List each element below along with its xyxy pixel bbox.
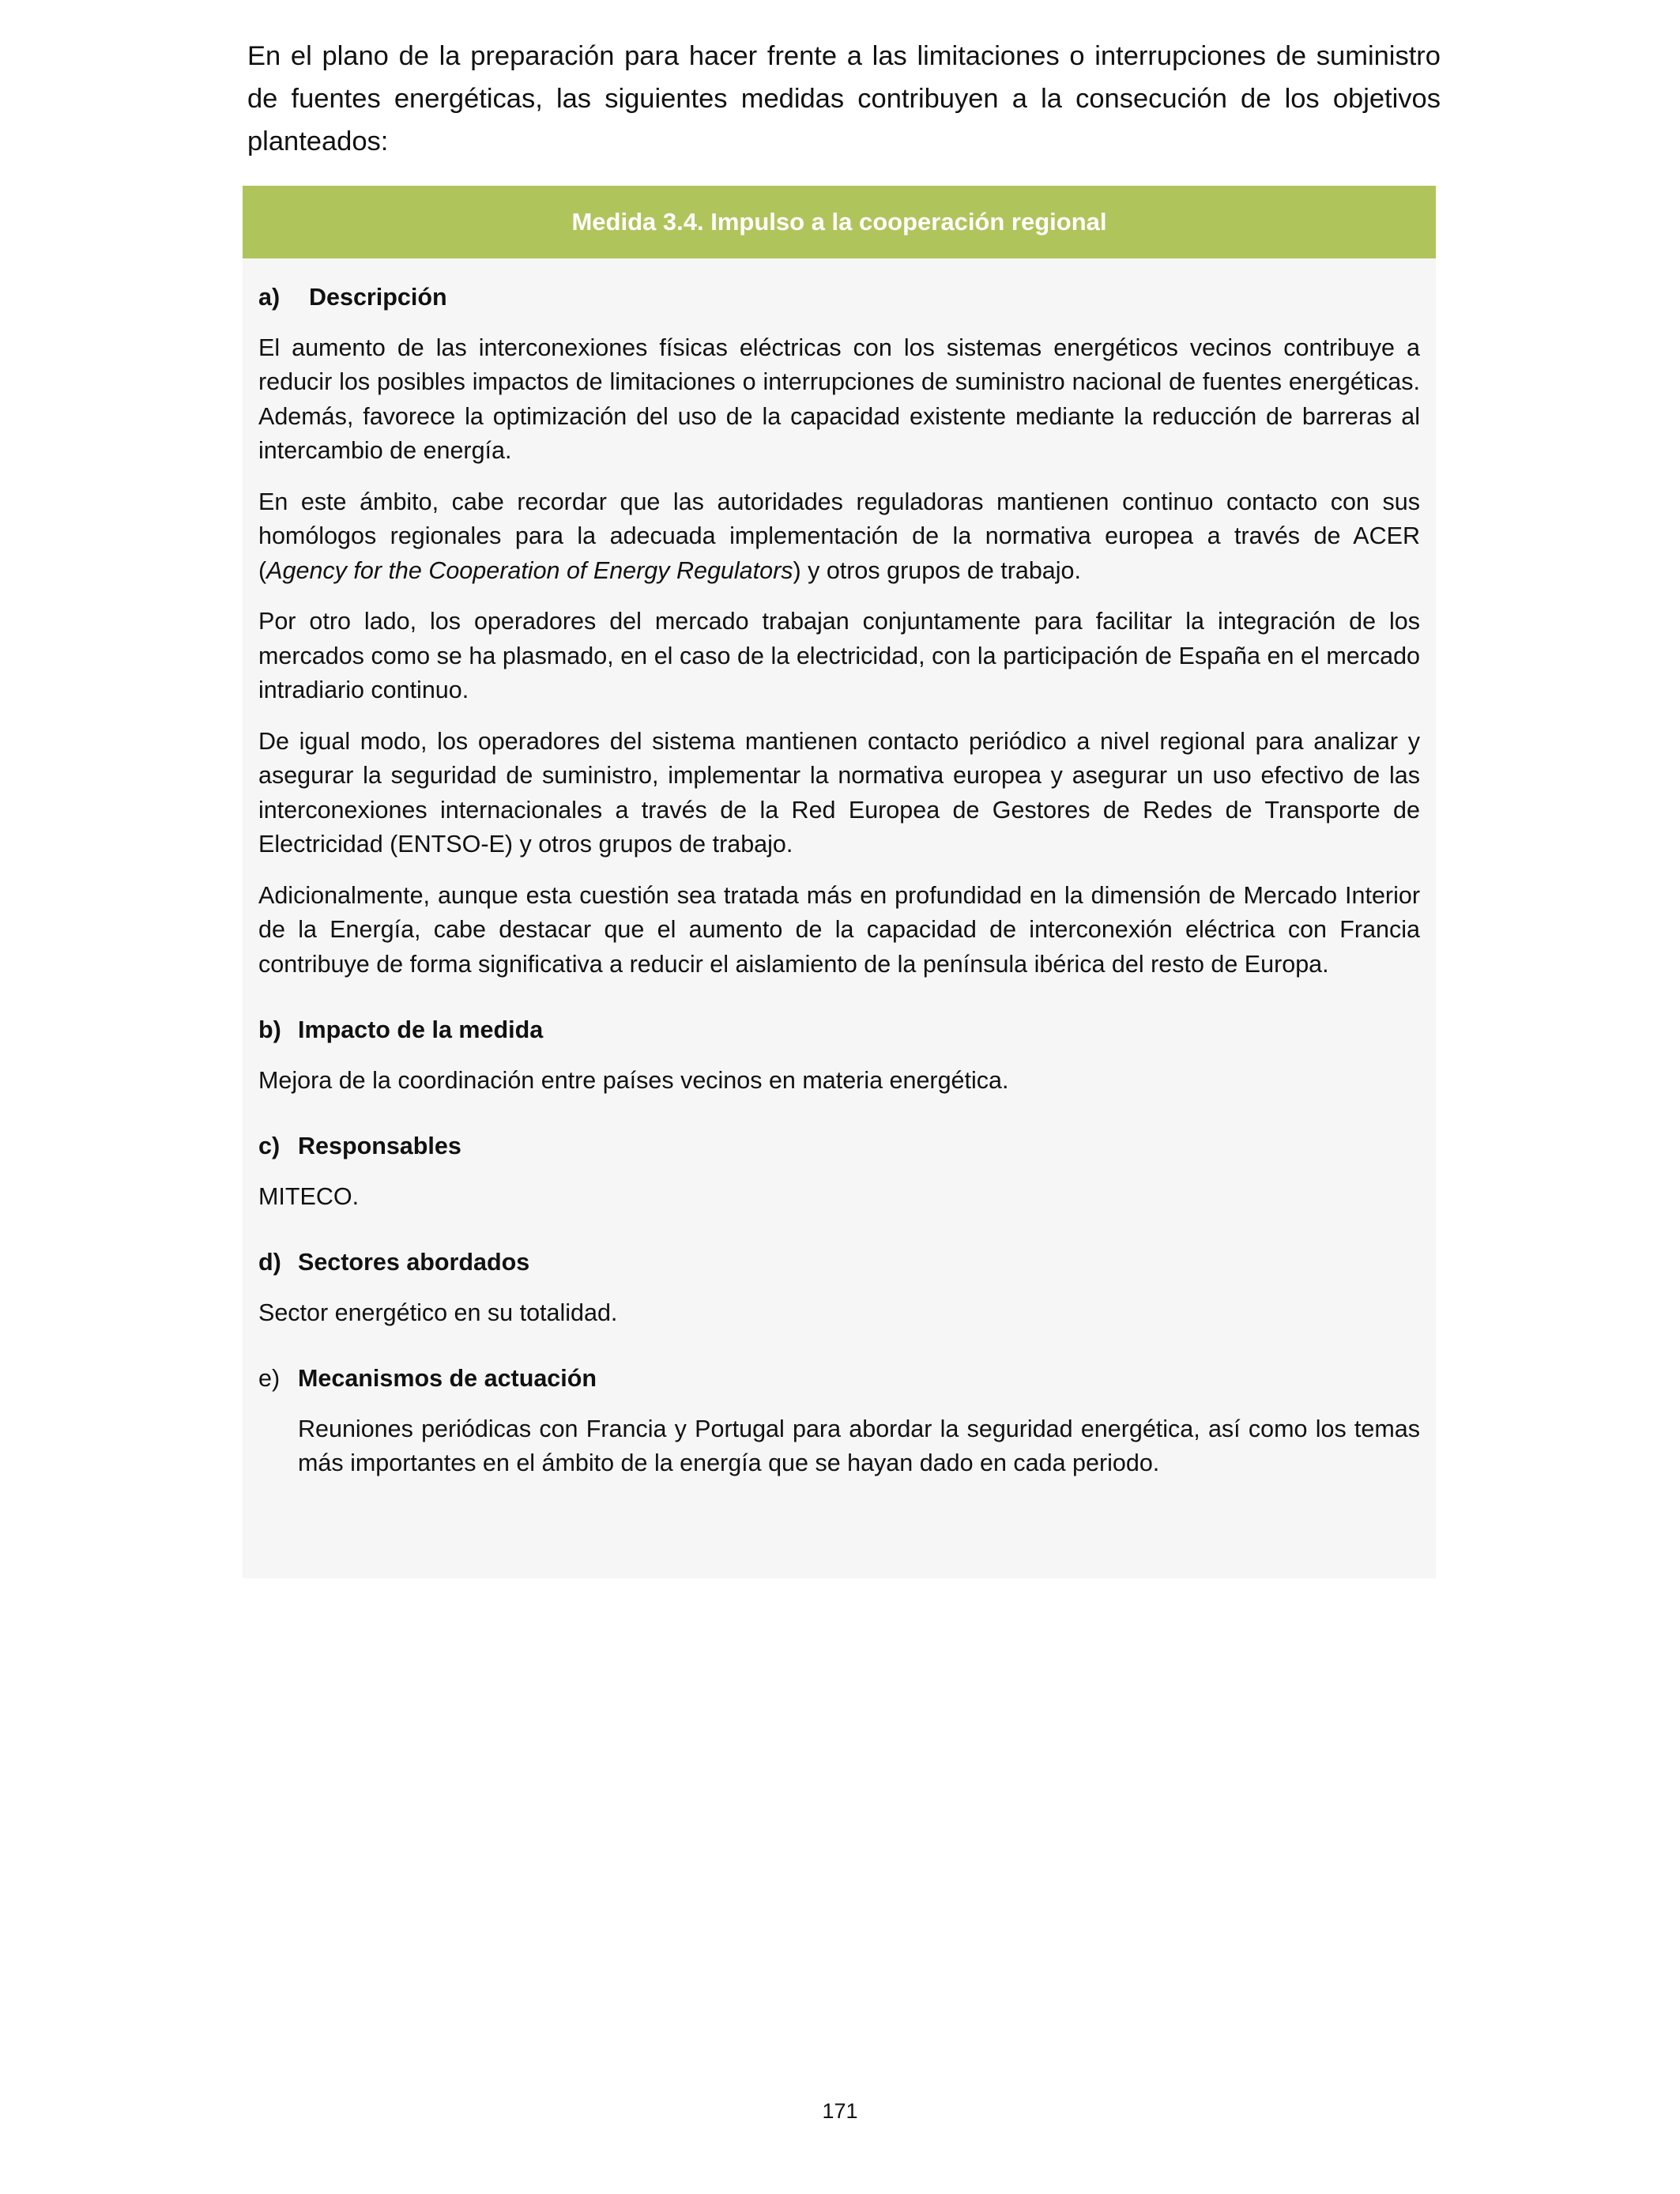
sectors-text: Sector energético en su totalidad. [258, 1299, 618, 1326]
description-paragraph-1: El aumento de las interconexiones físicas eléctricas con los sistemas energéticos vecinos contribuye a reducir los posibles impactos de limitaciones o interrupciones de suministro nacional de fuentes energéticas. Además, favorece la optimización del uso de la capacidad existente mediante la reducción de barreras al intercambio de energía. [258, 334, 1420, 464]
section-heading: Sectores abordados [298, 1249, 530, 1276]
page-number: 171 [822, 2099, 858, 2123]
description-paragraph-2-end: ) y otros grupos de trabajo. [793, 556, 1081, 584]
acer-full-name: Agency for the Cooperation of Energy Regulators [266, 556, 793, 584]
description-paragraph-5: Adicionalmente, aunque esta cuestión sea tratada más en profundidad en la dimensión de Mercado Interior de la Energía, cabe destacar que el aumento de la capacidad de interconexión eléctrica con Francia contribuye de forma significativa a reducir el aislamiento de la península ibérica del resto de Europa. [258, 881, 1420, 978]
section-letter: d) [258, 1249, 281, 1276]
measure-title: Medida 3.4. Impulso a la cooperación regional [571, 208, 1107, 236]
section-title-responsible [258, 1129, 1420, 1164]
section-heading: Responsables [298, 1133, 461, 1159]
description-paragraph-2 [258, 485, 1420, 589]
section-title-impact [258, 1013, 1420, 1048]
mechanisms-text: Reuniones periódicas con Francia y Portugal para abordar la seguridad energética, así como los temas más importantes en el ámbito de la energía que se hayan dado en cada periodo. [298, 1415, 1420, 1476]
section-heading: Descripción [309, 284, 447, 311]
section-heading: Mecanismos de actuación [298, 1365, 597, 1392]
section-letter: c) [258, 1133, 281, 1159]
measure-body [243, 258, 1436, 1481]
description-paragraph-3: Por otro lado, los operadores del mercado trabajan conjuntamente para facilitar la integración de los mercados como se ha plasmado, en el caso de la electricidad, con la participación de España en el mercado intradiario continuo. [258, 608, 1420, 703]
description-paragraph-4: De igual modo, los operadores del sistema mantienen contacto periódico a nivel regional para analizar y asegurar la seguridad de suministro, implementar la normativa europea y asegurar un uso efectivo de las interconexiones internacionales a través de la Red Europea de Gestores de Redes de Transporte de Electricidad (ENTSO-E) y otros grupos de trabajo. [258, 727, 1420, 858]
section-heading: Impacto de la medida [298, 1016, 544, 1043]
measure-header [243, 186, 1436, 258]
section-letter: b) [258, 1016, 281, 1043]
impact-text: Mejora de la coordinación entre países vecinos en materia energética. [258, 1066, 1009, 1094]
section-title-description [258, 281, 1420, 315]
responsible-text: MITECO. [258, 1182, 360, 1210]
section-letter: a) [258, 284, 281, 311]
section-title-sectors [258, 1246, 1420, 1280]
measure-box [243, 186, 1436, 1578]
section-letter: e) [258, 1365, 281, 1392]
intro-paragraph: En el plano de la preparación para hacer frente a las limitaciones o interrupciones de suministro de fuentes energéticas, las siguientes medidas contribuyen a la consecución de los objetivos planteados: [247, 41, 1441, 156]
description-paragraph-2-start: En este ámbito, cabe recordar que las autoridades reguladoras mantienen continuo contacto con sus homólogos regionales para la adecuada implementación de la normativa europea a través de ACER ( [258, 488, 1420, 584]
section-title-mechanisms [258, 1362, 1420, 1397]
